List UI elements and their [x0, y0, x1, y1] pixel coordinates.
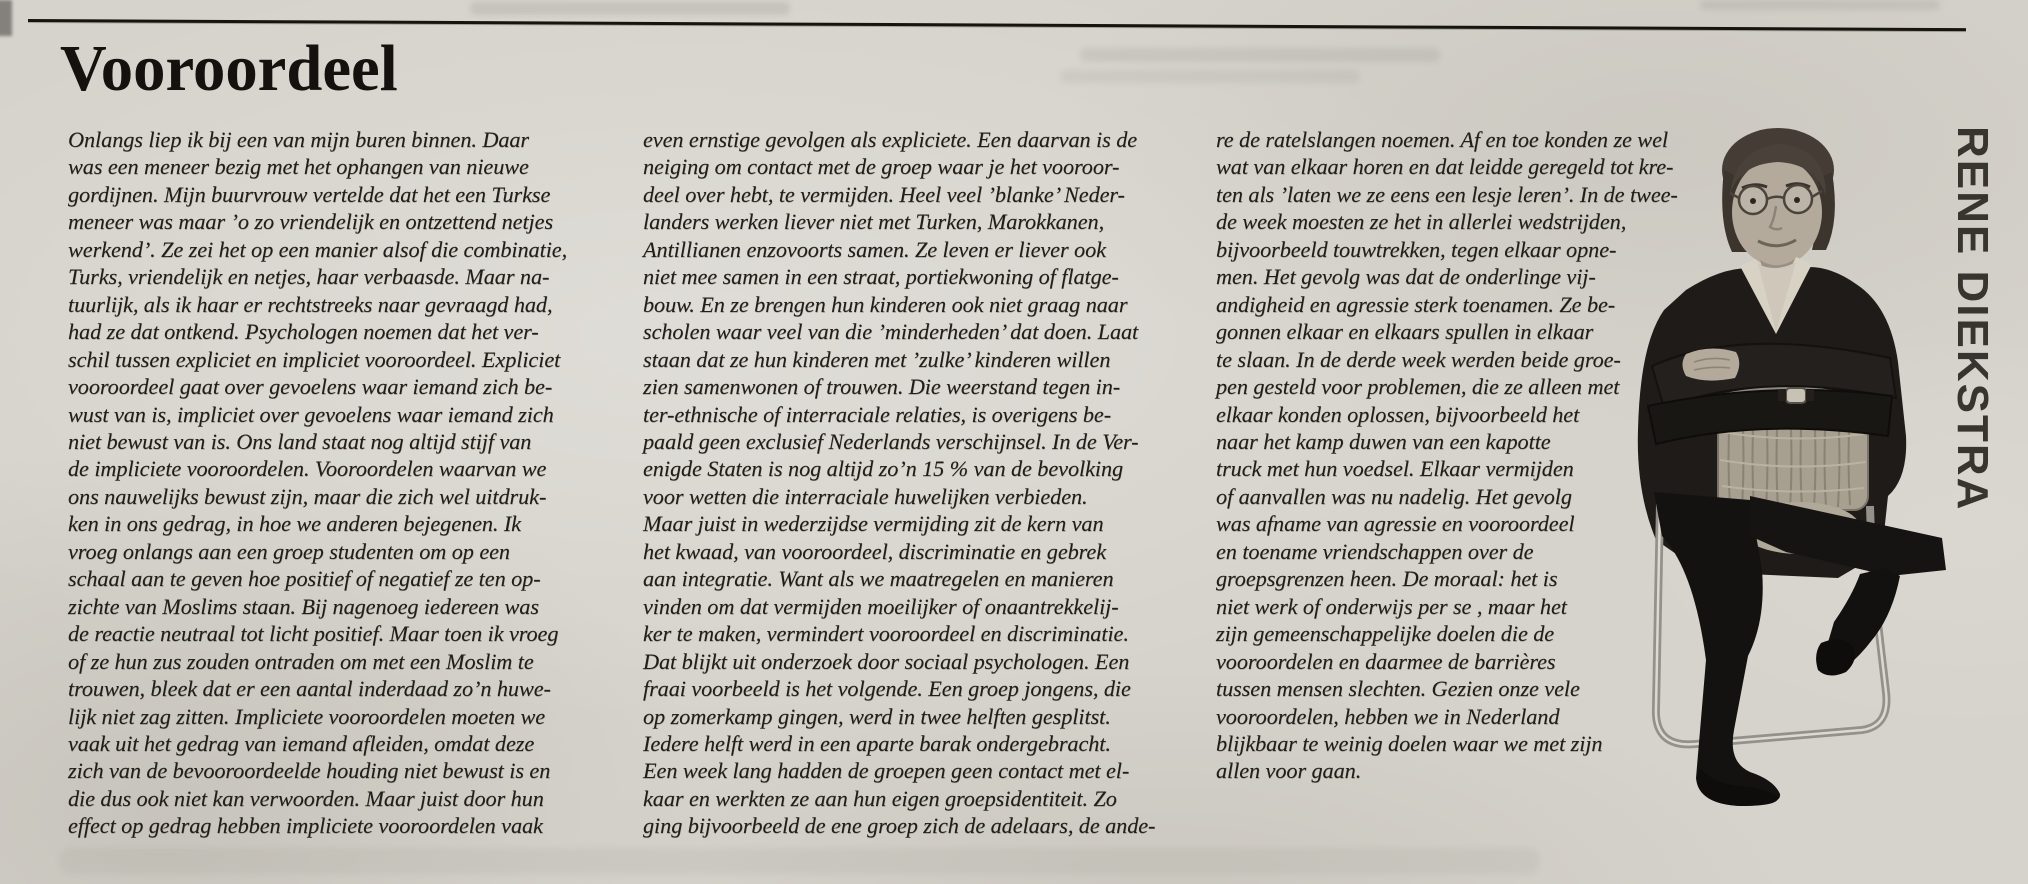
text-line: die dus ook niet kan verwoorden. Maar juist door hun: [68, 785, 544, 811]
text-line: ging bijvoorbeeld de ene groep zich de adelaars, de ande-: [643, 813, 1156, 839]
text-line: Turks, vriendelijk en netjes, haar verbaasde. Maar na-: [68, 264, 550, 290]
text-line: naar het kamp duwen van een kapotte: [1216, 428, 1551, 454]
text-line: Onlangs liep ik bij een van mijn buren binnen. Daar: [68, 127, 530, 152]
top-rule: [28, 19, 1966, 31]
text-line: neiging om contact met de groep waar je het vooroor-: [643, 154, 1120, 180]
text-line: tuurlijk, als ik haar er rechtstreeks naar gevraagd had,: [68, 291, 553, 317]
text-line: lijk niet zag zitten. Impliciete vooroordelen moeten we: [68, 703, 546, 729]
text-line: vinden om dat vermijden moeilijker of onaantrekkelij-: [643, 593, 1119, 619]
text-line: of aanvallen was nu nadelig. Het gevolg: [1216, 483, 1572, 509]
text-line: ken in ons gedrag, in hoe we anderen bejegenen. Ik: [68, 511, 521, 537]
text-line: allen voor gaan.: [1216, 758, 1362, 784]
text-line: effect op gedrag hebben impliciete vooroordelen vaak: [68, 813, 543, 839]
text-line: schaal aan te geven hoe positief of negatief ze ten op-: [68, 566, 541, 592]
article-title: Vooroordeel: [60, 32, 398, 105]
text-line: ker te maken, vermindert vooroordeel en discriminatie.: [643, 621, 1129, 647]
text-line: voor wetten die interraciale huwelijken verbieden.: [643, 483, 1088, 509]
text-line: truck met hun voedsel. Elkaar vermijden: [1216, 456, 1574, 482]
text-line: ten als ’laten we ze eens een lesje leren’. In de twee-: [1216, 181, 1678, 207]
text-line: de impliciete vooroordelen. Vooroordelen waarvan we: [68, 456, 547, 482]
text-line: vooroordelen, hebben we in Nederland: [1216, 703, 1560, 729]
text-line: zichte van Moslims staan. Bij nagenoeg iedereen was: [68, 593, 539, 619]
shoe: [1816, 639, 1855, 675]
text-line: Een week lang hadden de groepen geen contact met el-: [643, 758, 1130, 784]
text-line: enigde Staten is nog altijd zo’n 15 % van de bevolking: [643, 456, 1124, 482]
text-line: tussen mensen slechten. Gezien onze vele: [1216, 676, 1580, 702]
text-line: deel over hebt, te vermijden. Heel veel ’blanke’ Neder-: [643, 181, 1125, 207]
text-line: ter-ethnische of interraciale relaties, is overigens be-: [643, 401, 1112, 427]
text-line: meneer was maar ’o zo vriendelijk en ontzettend netjes: [68, 209, 554, 235]
text-line: het kwaad, van vooroordeel, discriminatie en gebrek: [643, 538, 1107, 564]
portrait-photo-illustration: [1590, 100, 1950, 880]
text-line: was afname van agressie en vooroordeel: [1216, 511, 1575, 537]
text-line: andigheid en agressie sterk toenamen. Ze be-: [1216, 291, 1616, 317]
text-line: bijvoorbeeld touwtrekken, tegen elkaar opne-: [1216, 236, 1617, 262]
text-line: was een meneer bezig met het ophangen van nieuwe: [68, 154, 529, 180]
text-line: wat van elkaar horen en dat leidde geregeld tot kre-: [1216, 154, 1674, 180]
text-column-1: [68, 126, 616, 840]
text-line: trouwen, bleek dat er een aantal inderdaad zo’n huwe-: [68, 676, 551, 702]
text-line: vooroordelen en daarmee de barrières: [1216, 648, 1556, 674]
text-line: op zomerkamp gingen, werd in twee helften gesplitst.: [643, 703, 1111, 729]
text-column-2: [643, 126, 1191, 840]
text-line: scholen waar veel van die ’minderheden’ dat doen. Laat: [643, 319, 1139, 345]
text-line: niet mee samen in een straat, portiekwoning of flatge-: [643, 264, 1119, 290]
text-line: re de ratelslangen noemen. Af en toe konden ze wel: [1216, 127, 1668, 152]
text-line: landers werken liever niet met Turken, Marokkanen,: [643, 209, 1105, 235]
text-line: vaak uit het gedrag van iemand afleiden, omdat deze: [68, 730, 535, 756]
text-line: ons nauwelijks bewust zijn, maar die zich wel uitdruk-: [68, 483, 547, 509]
text-line: Iedere helft werd in een aparte barak ondergebracht.: [643, 730, 1111, 756]
legs: [1654, 492, 1946, 806]
hand: [1683, 348, 1740, 380]
text-line: zijn gemeenschappelijke doelen die de: [1216, 621, 1555, 647]
ink-bleedthrough-smudge: [60, 848, 1540, 874]
text-line: Maar juist in wederzijdse vermijding zit de kern van: [643, 511, 1104, 537]
text-line: kaar en werkten ze aan hun eigen groepsidentiteit. Zo: [643, 785, 1117, 811]
ink-bleedthrough-smudge: [470, 2, 790, 15]
byline-vertical: RENE DIEKSTRA: [1948, 126, 1997, 512]
text-line: pen gesteld voor problemen, die ze alleen met: [1216, 374, 1620, 400]
text-line: aan integratie. Want als we maatregelen en manieren: [643, 566, 1114, 592]
text-line: Dat blijkt uit onderzoek door sociaal psychologen. Een: [643, 648, 1130, 674]
text-line: blijkbaar te weinig doelen waar we met zijn: [1216, 730, 1603, 756]
wrist-watch: [1786, 388, 1806, 403]
text-line: zich van de bevooroordeelde houding niet bewust is en: [68, 758, 551, 784]
text-line: had ze dat ontkend. Psychologen noemen dat het ver-: [68, 319, 539, 345]
text-line: wust van is, impliciet over gevoelens waar iemand zich: [68, 401, 554, 427]
text-line: zien samenwonen of trouwen. Die weerstand tegen in-: [643, 374, 1121, 400]
ink-bleedthrough-smudge: [1700, 0, 1940, 10]
text-line: vooroordeel gaat over gevoelens waar iemand zich be-: [68, 374, 553, 400]
text-line: niet werk of onderwijs per se , maar het: [1216, 593, 1567, 619]
crossed-arms: [1648, 344, 1896, 444]
text-line: vroeg onlangs aan een groep studenten om op een: [68, 538, 510, 564]
text-line: fraai voorbeeld is het volgende. Een groep jongens, die: [643, 676, 1131, 702]
text-line: de week moesten ze het in allerlei wedstrijden,: [1216, 209, 1627, 235]
text-line: gonnen elkaar en elkaars spullen in elkaar: [1216, 319, 1594, 345]
text-line: groepsgrenzen heen. De moraal: het is: [1216, 566, 1558, 592]
text-line: niet bewust van is. Ons land staat nog altijd stijf van: [68, 428, 532, 454]
text-line: werkend’. Ze zei het op een manier alsof die combinatie,: [68, 236, 568, 262]
text-line: men. Het gevolg was dat de onderlinge vij-: [1216, 264, 1596, 290]
text-line: gordijnen. Mijn buurvrouw vertelde dat het een Turkse: [68, 181, 551, 207]
text-line: of ze hun zus zouden ontraden om met een Moslim te: [68, 648, 534, 674]
text-line: bouw. En ze brengen hun kinderen ook niet graag naar: [643, 291, 1128, 317]
text-line: even ernstige gevolgen als expliciete. Een daarvan is de: [643, 127, 1138, 152]
text-line: paald geen exclusief Nederlands verschijnsel. In de Ver-: [643, 428, 1139, 454]
text-line: schil tussen expliciet en impliciet vooroordeel. Expliciet: [68, 346, 561, 372]
ink-bleedthrough-smudge: [1080, 48, 1440, 62]
ink-bleedthrough-smudge: [1060, 70, 1360, 83]
portrait-photo: [1590, 100, 1950, 880]
text-line: en toename vriendschappen over de: [1216, 538, 1534, 564]
head: [1722, 128, 1835, 277]
text-line: Antillianen enzovoorts samen. Ze leven er liever ook: [643, 236, 1106, 262]
text-line: staan dat ze hun kinderen met ’zulke’ kinderen willen: [643, 346, 1111, 372]
text-line: de reactie neutraal tot licht positief. Maar toen ik vroeg: [68, 621, 559, 647]
text-line: elkaar konden oplossen, bijvoorbeeld het: [1216, 401, 1580, 427]
text-line: te slaan. In de derde week werden beide groe-: [1216, 346, 1621, 372]
scan-edge-mark: [0, 0, 12, 36]
